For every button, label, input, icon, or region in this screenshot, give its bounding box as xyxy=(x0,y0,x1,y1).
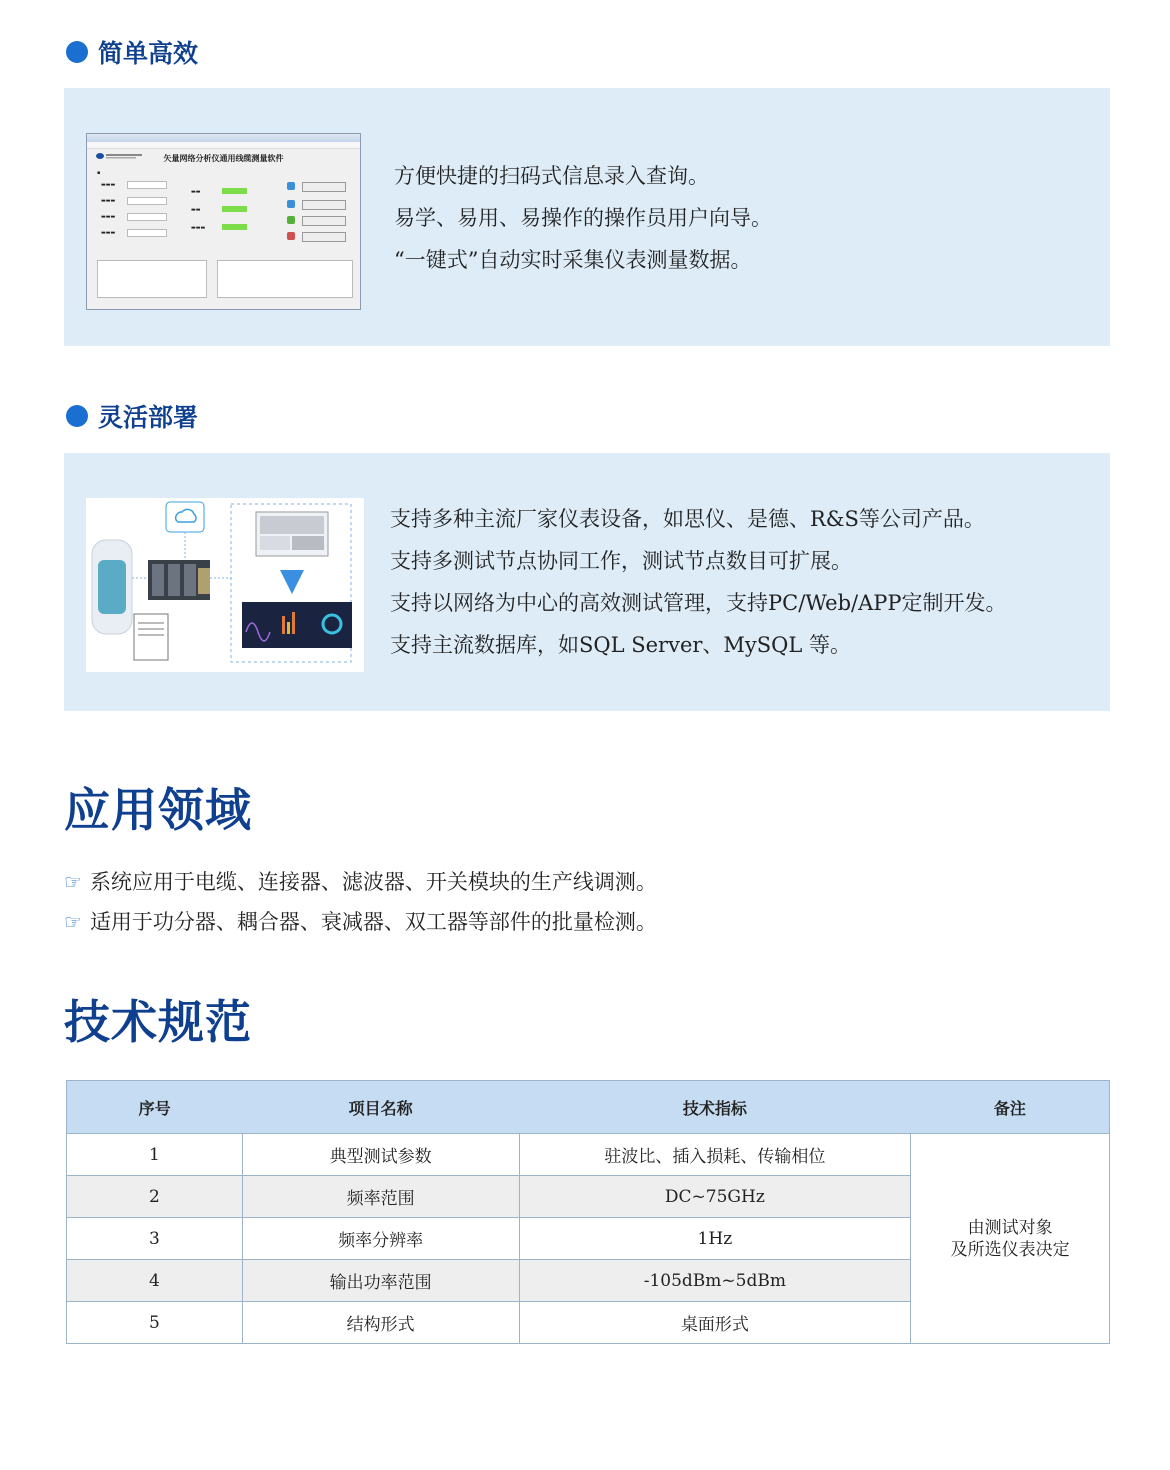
pointing-hand-icon: ☞ xyxy=(64,870,82,894)
list-item xyxy=(64,902,657,942)
deployment-diagram xyxy=(86,498,364,672)
table-cell: 结构形式 xyxy=(242,1302,519,1344)
spec-table xyxy=(66,1080,1110,1344)
remark-line: 由测试对象 xyxy=(967,1217,1053,1238)
table-cell: 5 xyxy=(67,1302,243,1344)
section-heading-text: 灵活部署 xyxy=(98,403,199,432)
table-cell: 频率分辨率 xyxy=(242,1218,519,1260)
table-cell: 桌面形式 xyxy=(519,1302,911,1344)
column-header: 技术指标 xyxy=(519,1081,911,1134)
applications-title: 应用领域 xyxy=(64,783,252,837)
feature-line: 易学、易用、易操作的操作员用户向导。 xyxy=(394,206,772,230)
table-cell: 驻波比、插入损耗、传输相位 xyxy=(519,1134,911,1176)
list-item xyxy=(64,862,657,902)
table-cell: 1 xyxy=(67,1134,243,1176)
feature-line: 支持主流数据库，如SQL Server、MySQL 等。 xyxy=(390,633,851,657)
table-cell: -105dBm~5dBm xyxy=(519,1260,911,1302)
specs-title: 技术规范 xyxy=(64,995,252,1049)
software-title: 矢量网络分析仪通用线缆测量软件 xyxy=(163,153,284,163)
pointing-hand-icon: ☞ xyxy=(64,910,82,934)
feature-list-efficient xyxy=(394,155,772,281)
table-cell: DC~75GHz xyxy=(519,1176,911,1218)
application-text: 系统应用于电缆、连接器、滤波器、开关模块的生产线调测。 xyxy=(89,870,657,894)
feature-list-flexible xyxy=(390,498,1007,666)
table-cell: 3 xyxy=(67,1218,243,1260)
section-heading-flexible xyxy=(66,398,198,434)
bullet-dot-icon xyxy=(66,41,88,63)
table-cell: 4 xyxy=(67,1260,243,1302)
feature-line: 支持多测试节点协同工作，测试节点数目可扩展。 xyxy=(390,549,852,573)
table-cell: 2 xyxy=(67,1176,243,1218)
bullet-dot-icon xyxy=(66,405,88,427)
table-cell: 1Hz xyxy=(519,1218,911,1260)
application-text: 适用于功分器、耦合器、衰减器、双工器等部件的批量检测。 xyxy=(89,910,657,934)
company-logo-icon xyxy=(95,152,145,160)
feature-line: 方便快捷的扫码式信息录入查询。 xyxy=(394,164,709,188)
table-cell: 频率范围 xyxy=(242,1176,519,1218)
column-header: 序号 xyxy=(67,1081,243,1134)
remark-cell xyxy=(911,1134,1110,1344)
section-heading-efficient xyxy=(66,34,198,70)
remark-line: 及所选仪表决定 xyxy=(950,1239,1070,1260)
feature-line: 支持以网络为中心的高效测试管理，支持PC/Web/APP定制开发。 xyxy=(390,591,1007,615)
software-screenshot: 矢量网络分析仪通用线缆测量软件 ▪ ▬▬▬ ▬▬▬ ▬▬▬ ▬▬▬ ▬▬ ▬▬ ▬▬▬ xyxy=(86,133,361,310)
table-row xyxy=(67,1134,1110,1176)
feature-line: “一键式”自动实时采集仪表测量数据。 xyxy=(394,248,752,272)
column-header: 项目名称 xyxy=(242,1081,519,1134)
section-heading-text: 简单高效 xyxy=(98,39,199,68)
table-cell: 典型测试参数 xyxy=(242,1134,519,1176)
table-header-row xyxy=(67,1081,1110,1134)
feature-line: 支持多种主流厂家仪表设备，如思仪、是德、R&S等公司产品。 xyxy=(390,507,985,531)
table-cell: 输出功率范围 xyxy=(242,1260,519,1302)
applications-list xyxy=(64,862,657,942)
column-header: 备注 xyxy=(911,1081,1110,1134)
